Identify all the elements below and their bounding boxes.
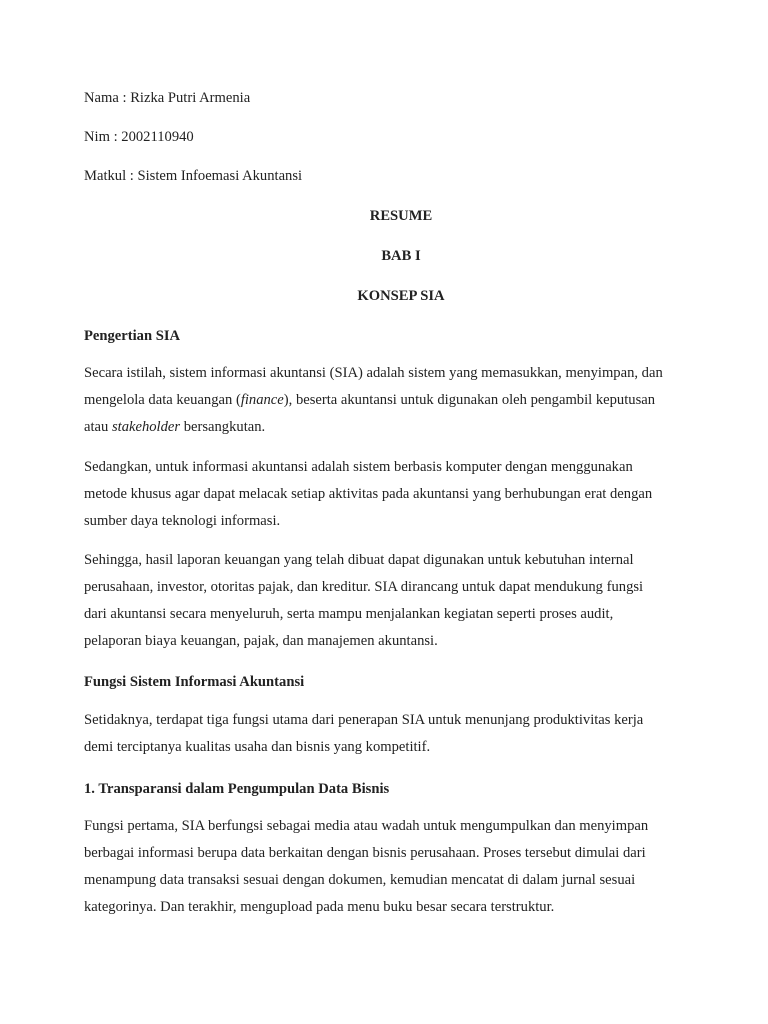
- course-name: Matkul : Sistem Infoemasi Akuntansi: [84, 168, 303, 184]
- heading-transparency: 1. Transparansi dalam Pengumpulan Data Bisnis: [84, 781, 390, 797]
- paragraph-line: Secara istilah, sistem informasi akuntansi (SIA) adalah sistem yang memasukkan, menyimpan, dan: [84, 365, 663, 381]
- paragraph-functions-intro: [84, 707, 704, 761]
- italic-term: finance: [240, 392, 284, 408]
- paragraph-line: dari akuntansi secara menyeluruh, serta mampu menjalankan kegiatan seperti proses audit,: [84, 606, 614, 622]
- paragraph-line: metode khusus agar dapat melacak setiap aktivitas pada akuntansi yang berhubungan erat dengan: [84, 486, 653, 502]
- paragraph-line: demi terciptanya kualitas usaha dan bisnis yang kompetitif.: [84, 739, 431, 755]
- paragraph-line: Fungsi pertama, SIA berfungsi sebagai media atau wadah untuk mengumpulkan dan menyimpan: [84, 818, 649, 834]
- heading-fungsi: Fungsi Sistem Informasi Akuntansi: [84, 674, 305, 690]
- paragraph-reports: [84, 547, 704, 655]
- italic-term: stakeholder: [111, 419, 181, 435]
- paragraph-line: sumber daya teknologi informasi.: [84, 513, 281, 529]
- title-resume: RESUME: [369, 208, 433, 224]
- paragraph-line: atau stakeholder bersangkutan.: [84, 419, 266, 435]
- paragraph-line: perusahaan, investor, otoritas pajak, dan kreditur. SIA dirancang untuk dapat mendukung fungsi: [84, 579, 644, 595]
- heading-pengertian: Pengertian SIA: [84, 328, 181, 344]
- student-id: Nim : 2002110940: [84, 129, 194, 145]
- paragraph-line: pelaporan biaya keuangan, pajak, dan manajemen akuntansi.: [84, 633, 438, 649]
- paragraph-line: Sehingga, hasil laporan keuangan yang telah dibuat dapat digunakan untuk kebutuhan internal: [84, 552, 634, 568]
- paragraph-information: [84, 454, 704, 535]
- paragraph-line: kategorinya. Dan terakhir, mengupload pada menu buku besar secara terstruktur.: [84, 899, 555, 915]
- paragraph-line: menampung data transaksi sesuai dengan dokumen, kemudian mencatat di dalam jurnal sesuai: [84, 872, 636, 888]
- title-chapter: BAB I: [381, 248, 421, 264]
- title-concept: KONSEP SIA: [357, 288, 445, 304]
- student-name: Nama : Rizka Putri Armenia: [84, 90, 251, 106]
- paragraph-line: Sedangkan, untuk informasi akuntansi adalah sistem berbasis komputer dengan menggunakan: [84, 459, 633, 475]
- paragraph-transparency: [84, 813, 704, 921]
- paragraph-line: Setidaknya, terdapat tiga fungsi utama dari penerapan SIA untuk menunjang produktivitas kerja: [84, 712, 644, 728]
- paragraph-definition: [84, 360, 704, 441]
- paragraph-line: mengelola data keuangan (finance), beserta akuntansi untuk digunakan oleh pengambil keputusan: [84, 392, 656, 408]
- paragraph-line: berbagai informasi berupa data berkaitan dengan bisnis perusahaan. Proses tersebut dimulai dari: [84, 845, 646, 861]
